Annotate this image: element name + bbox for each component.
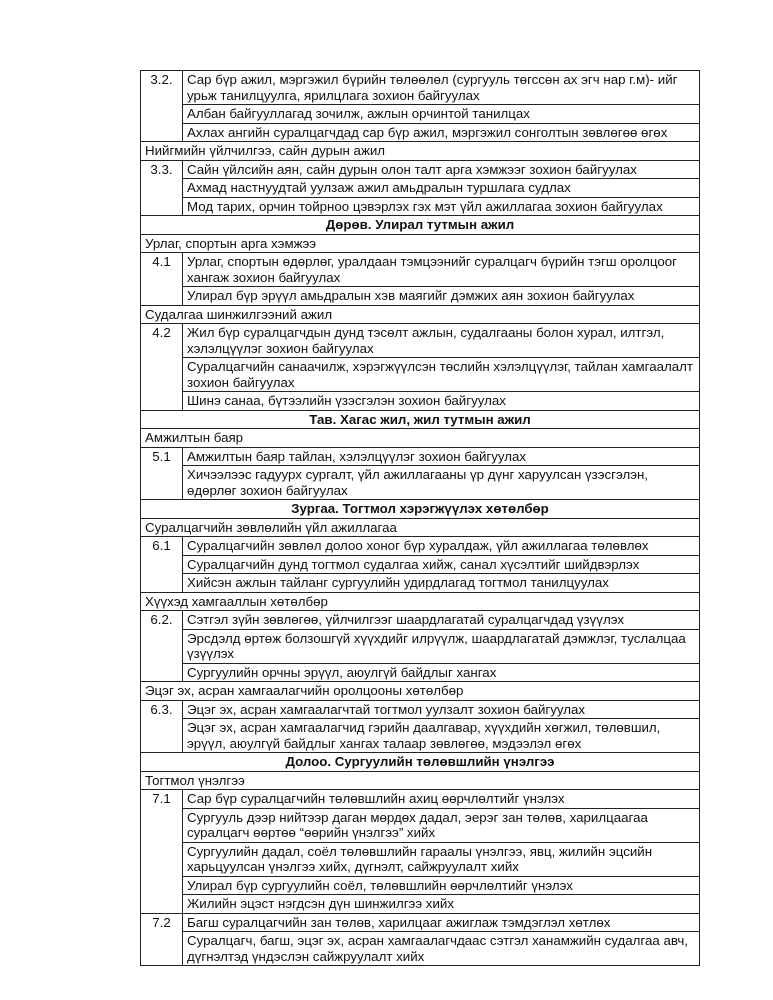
activity-text: Сар бүр ажил, мэргэжил бүрийн төлөөлөл (сургууль төгссөн ах эгч нар г.м)- ийг урьж танилцуулга, ярилцлага зохион байгуулах bbox=[183, 71, 700, 105]
subsection-heading: Хүүхэд хамгааллын хөтөлбөр bbox=[141, 592, 700, 611]
item-number: 4.1 bbox=[141, 253, 183, 306]
item-number: 7.1 bbox=[141, 790, 183, 914]
table-row bbox=[141, 876, 700, 895]
activity-text: Суралцагчийн дунд тогтмол судалгаа хийж, санал хүсэлтийг шийдвэрлэх bbox=[183, 555, 700, 574]
activity-text: Ахмад настнуудтай уулзаж ажил амьдралын туршлага судлах bbox=[183, 179, 700, 198]
table-row bbox=[141, 808, 700, 842]
activity-text: Хийсэн ажлын тайланг сургуулийн удирдлагад тогтмол танилцуулах bbox=[183, 574, 700, 593]
table-row bbox=[141, 466, 700, 500]
activity-text: Сар бүр суралцагчийн төлөвшлийн ахиц өөрчлөлтийг үнэлэх bbox=[183, 790, 700, 809]
table-row bbox=[141, 234, 700, 253]
table-row bbox=[141, 842, 700, 876]
subsection-heading: Эцэг эх, асран хамгаалагчийн оролцооны хөтөлбөр bbox=[141, 682, 700, 701]
section-heading: Дөрөв. Улирал тутмын ажил bbox=[141, 216, 700, 235]
table-row bbox=[141, 771, 700, 790]
table-row bbox=[141, 592, 700, 611]
document-page bbox=[140, 70, 700, 966]
table-row bbox=[141, 105, 700, 124]
activity-text: Жилийн эцэст нэгдсэн дүн шинжилгээ хийх bbox=[183, 895, 700, 914]
activity-text: Эцэг эх, асран хамгаалагчид гэрийн даалгавар, хүүхдийн хөгжил, төлөвшил, эрүүл, аюулгүй байдлыг хангах талаар зөвлөгөө, мэдээлэл өгөх bbox=[183, 719, 700, 753]
subsection-heading: Урлаг, спортын арга хэмжээ bbox=[141, 234, 700, 253]
activity-text: Сургуулийн орчны эрүүл, аюулгүй байдлыг хангах bbox=[183, 663, 700, 682]
table-row bbox=[141, 358, 700, 392]
table-row bbox=[141, 574, 700, 593]
section-heading: Зургаа. Тогтмол хэрэгжүүлэх хөтөлбөр bbox=[141, 500, 700, 519]
table-row bbox=[141, 253, 700, 287]
table-row bbox=[141, 160, 700, 179]
table-row bbox=[141, 123, 700, 142]
table-row bbox=[141, 324, 700, 358]
table-row bbox=[141, 392, 700, 411]
item-number: 4.2 bbox=[141, 324, 183, 411]
table-body bbox=[141, 71, 700, 966]
item-number: 6.1 bbox=[141, 537, 183, 593]
activity-text: Эрсдэлд өртөж болзошгүй хүүхдийг илрүүлж, шаардлагатай дэмжлэг, туслалцаа үзүүлэх bbox=[183, 629, 700, 663]
activity-text: Улирал бүр сургуулийн соёл, төлөвшлийн өөрчлөлтийг үнэлэх bbox=[183, 876, 700, 895]
table-row bbox=[141, 197, 700, 216]
activity-text: Амжилтын баяр тайлан, хэлэлцүүлэг зохион байгуулах bbox=[183, 447, 700, 466]
activity-text: Эцэг эх, асран хамгаалагчтай тогтмол уулзалт зохион байгуулах bbox=[183, 700, 700, 719]
activity-text: Багш суралцагчийн зан төлөв, харилцааг ажиглаж тэмдэглэл хөтлөх bbox=[183, 913, 700, 932]
table-row bbox=[141, 216, 700, 235]
section-heading: Тав. Хагас жил, жил тутмын ажил bbox=[141, 410, 700, 429]
table-row bbox=[141, 447, 700, 466]
activity-text: Сургуулийн дадал, соёл төлөвшлийн гараалы үнэлгээ, явц, жилийн эцсийн харьцуулсан үнэлгээ хийх, дүгнэлт, сайжруулалт хийх bbox=[183, 842, 700, 876]
table-row bbox=[141, 790, 700, 809]
table-row bbox=[141, 663, 700, 682]
activity-text: Сэтгэл зүйн зөвлөгөө, үйлчилгээг шаардлагатай суралцагчдад үзүүлэх bbox=[183, 611, 700, 630]
table-row bbox=[141, 753, 700, 772]
activity-text: Урлаг, спортын өдөрлөг, уралдаан тэмцээнийг суралцагч бүрийн тэгш оролцоог хангаж зохион байгуулах bbox=[183, 253, 700, 287]
item-number: 7.2 bbox=[141, 913, 183, 966]
activity-text: Сайн үйлсийн аян, сайн дурын олон талт арга хэмжээг зохион байгуулах bbox=[183, 160, 700, 179]
table-row bbox=[141, 629, 700, 663]
activity-text: Мод тарих, орчин тойрноо цэвэрлэх гэх мэт үйл ажиллагаа зохион байгуулах bbox=[183, 197, 700, 216]
item-number: 6.3. bbox=[141, 700, 183, 753]
table-row bbox=[141, 611, 700, 630]
activity-text: Суралцагч, багш, эцэг эх, асран хамгаалагчдаас сэтгэл ханамжийн судалгаа авч, дүгнэлтэд үндэслэн сайжруулалт хийх bbox=[183, 932, 700, 966]
table-row bbox=[141, 305, 700, 324]
table-row bbox=[141, 179, 700, 198]
item-number: 6.2. bbox=[141, 611, 183, 682]
subsection-heading: Амжилтын баяр bbox=[141, 429, 700, 448]
activity-text: Сургууль дээр нийтээр даган мөрдөх дадал, эерэг зан төлөв, харилцаагаа суралцагч өөртөө “өөрийн үнэлгээ” хийх bbox=[183, 808, 700, 842]
activity-text: Суралцагчийн зөвлөл долоо хоног бүр хуралдаж, үйл ажиллагаа төлөвлөх bbox=[183, 537, 700, 556]
subsection-heading: Нийгмийн үйлчилгээ, сайн дурын ажил bbox=[141, 142, 700, 161]
table-row bbox=[141, 518, 700, 537]
item-number: 3.3. bbox=[141, 160, 183, 216]
table-row bbox=[141, 895, 700, 914]
activity-text: Хичээлээс гадуурх сургалт, үйл ажиллагааны үр дүнг харуулсан үзэсгэлэн, өдөрлөг зохион байгуулах bbox=[183, 466, 700, 500]
table-row bbox=[141, 719, 700, 753]
activity-text: Улирал бүр эрүүл амьдралын хэв маягийг дэмжих аян зохион байгуулах bbox=[183, 287, 700, 306]
item-number: 5.1 bbox=[141, 447, 183, 500]
item-number: 3.2. bbox=[141, 71, 183, 142]
subsection-heading: Тогтмол үнэлгээ bbox=[141, 771, 700, 790]
table-row bbox=[141, 287, 700, 306]
table-row bbox=[141, 682, 700, 701]
activity-plan-table bbox=[140, 70, 700, 966]
table-row bbox=[141, 142, 700, 161]
subsection-heading: Суралцагчийн зөвлөлийн үйл ажиллагаа bbox=[141, 518, 700, 537]
subsection-heading: Судалгаа шинжилгээний ажил bbox=[141, 305, 700, 324]
table-row bbox=[141, 700, 700, 719]
table-row bbox=[141, 913, 700, 932]
table-row bbox=[141, 410, 700, 429]
section-heading: Долоо. Сургуулийн төлөвшлийн үнэлгээ bbox=[141, 753, 700, 772]
activity-text: Жил бүр суралцагчдын дунд тэсөлт ажлын, судалгааны болон хурал, илтгэл, хэлэлцүүлэг зохион байгуулах bbox=[183, 324, 700, 358]
table-row bbox=[141, 71, 700, 105]
activity-text: Ахлах ангийн суралцагчдад сар бүр ажил, мэргэжил сонголтын зөвлөгөө өгөх bbox=[183, 123, 700, 142]
activity-text: Шинэ санаа, бүтээлийн үзэсгэлэн зохион байгуулах bbox=[183, 392, 700, 411]
table-row bbox=[141, 429, 700, 448]
table-row bbox=[141, 555, 700, 574]
table-row bbox=[141, 537, 700, 556]
table-row bbox=[141, 500, 700, 519]
activity-text: Албан байгууллагад зочилж, ажлын орчинтой танилцах bbox=[183, 105, 700, 124]
table-row bbox=[141, 932, 700, 966]
activity-text: Суралцагчийн санаачилж, хэрэгжүүлсэн төслийн хэлэлцүүлэг, тайлан хамгаалалт зохион байгуулах bbox=[183, 358, 700, 392]
